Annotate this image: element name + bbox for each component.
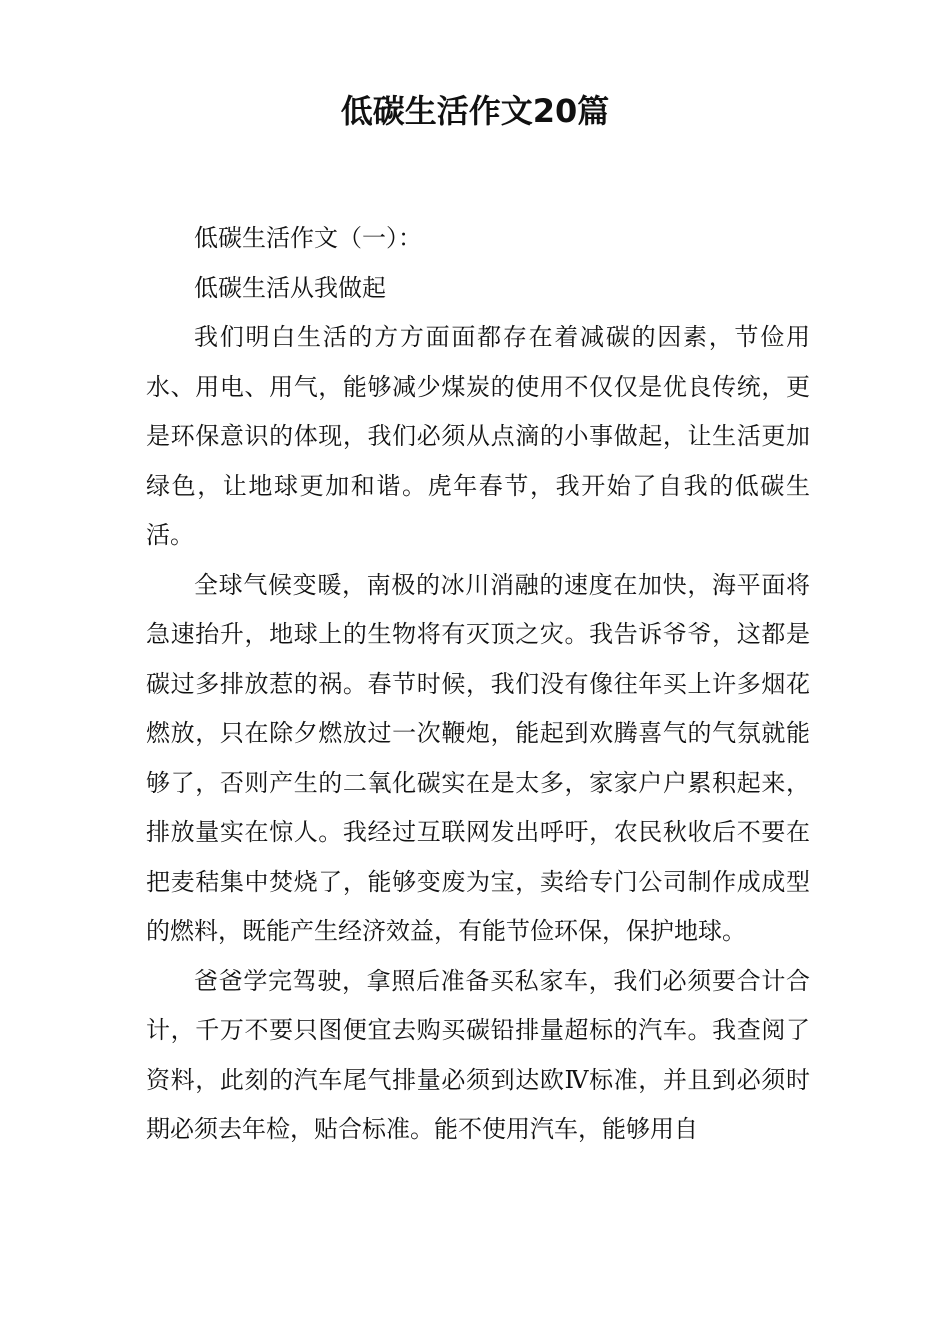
document-title: 低碳生活作文20篇 (340, 92, 610, 130)
essay-heading: 低碳生活作文（一）： (194, 224, 422, 252)
body-paragraph: 我们明白生活的方方面面都存在着减碳的因素，节俭用水、用电、用气，能够减少煤炭的使用不仅仅是优良传统，更是环保意识的体现，我们必须从点滴的小事做起，让生活更加绿色，让地球更加和谐。虎年春节，我开始了自我的低碳生活。 (146, 323, 810, 549)
essay-subtitle: 低碳生活从我做起 (194, 273, 386, 302)
body-paragraph: 爸爸学完驾驶，拿照后准备买私家车，我们必须要合计合计，千万不要只图便宜去购买碳铅排量超标的汽车。我查阅了资料，此刻的汽车尾气排量必须到达欧Ⅳ标准，并且到必须时期必须去年检，贴合标准。能不使用汽车，能够用自 (146, 966, 810, 1143)
body-paragraph: 全球气候变暖，南极的冰川消融的速度在加快，海平面将急速抬升，地球上的生物将有灭顶之灾。我告诉爷爷，这都是碳过多排放惹的祸。春节时候，我们没有像往年买上许多烟花燃放，只在除夕燃放过一次鞭炮，能起到欢腾喜气的气氛就能够了，否则产生的二氧化碳实在是太多，家家户户累积起来，排放量实在惊人。我经过互联网发出呼吁，农民秋收后不要在把麦秸集中焚烧了，能够变废为宝，卖给专门公司制作成成型的燃料，既能产生经济效益，有能节俭环保，保护地球。 (146, 570, 810, 945)
document-body (146, 214, 810, 1155)
